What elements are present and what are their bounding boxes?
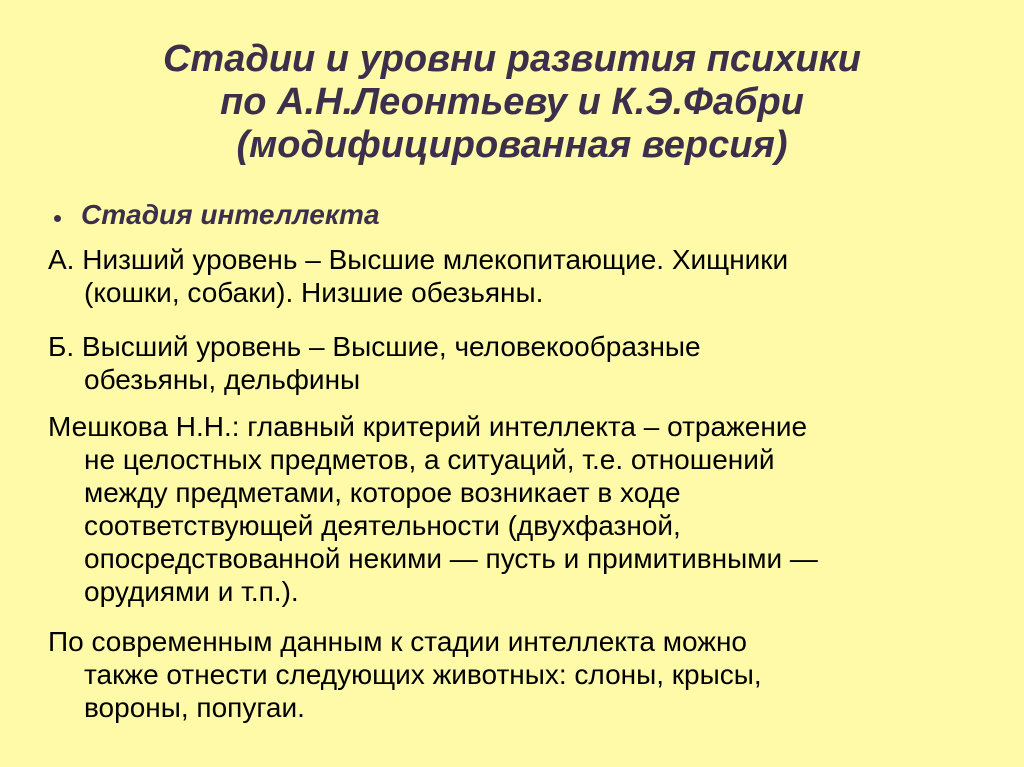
paragraph-line: опосредствованной некими — пусть и примитивными —: [84, 543, 818, 574]
title-line-3: (модифицированная версия): [236, 124, 788, 166]
bullet-dot-icon: [54, 215, 61, 222]
bullet-item: [54, 197, 380, 233]
paragraph-line: вороны, попугаи.: [84, 692, 305, 723]
paragraph-line: соответствующей деятельности (двухфазной,: [84, 510, 681, 541]
paragraph-line: также отнести следующих животных: слоны, крысы,: [84, 659, 762, 690]
paragraph-modern-data: [48, 625, 988, 724]
paragraph-line: между предметами, которое возникает в ходе: [84, 477, 681, 508]
title-line-1: Стадии и уровни развития психики: [162, 38, 862, 80]
slide-title: [60, 38, 964, 167]
paragraph-line: (кошки, собаки). Низшие обезьяны.: [84, 277, 544, 308]
paragraph-line: А. Низший уровень – Высшие млекопитающие. Хищники: [48, 244, 789, 275]
paragraph-line: По современным данным к стадии интеллекта можно: [48, 626, 747, 657]
paragraph-line: Мешкова Н.Н.: главный критерий интеллекта – отражение: [48, 411, 808, 442]
paragraph-lower-level: [48, 243, 988, 309]
title-line-2: по А.Н.Леонтьеву и К.Э.Фабри: [220, 81, 804, 123]
paragraph-line: Б. Высший уровень – Высшие, человекообразные: [48, 331, 701, 362]
paragraph-higher-level: [48, 330, 988, 396]
paragraph-meshkova: [48, 410, 988, 608]
bullet-heading: Стадия интеллекта: [81, 199, 380, 230]
paragraph-line: орудиями и т.п.).: [84, 576, 299, 607]
paragraph-line: не целостных предметов, а ситуаций, т.е. отношений: [84, 444, 775, 475]
paragraph-line: обезьяны, дельфины: [84, 364, 361, 395]
